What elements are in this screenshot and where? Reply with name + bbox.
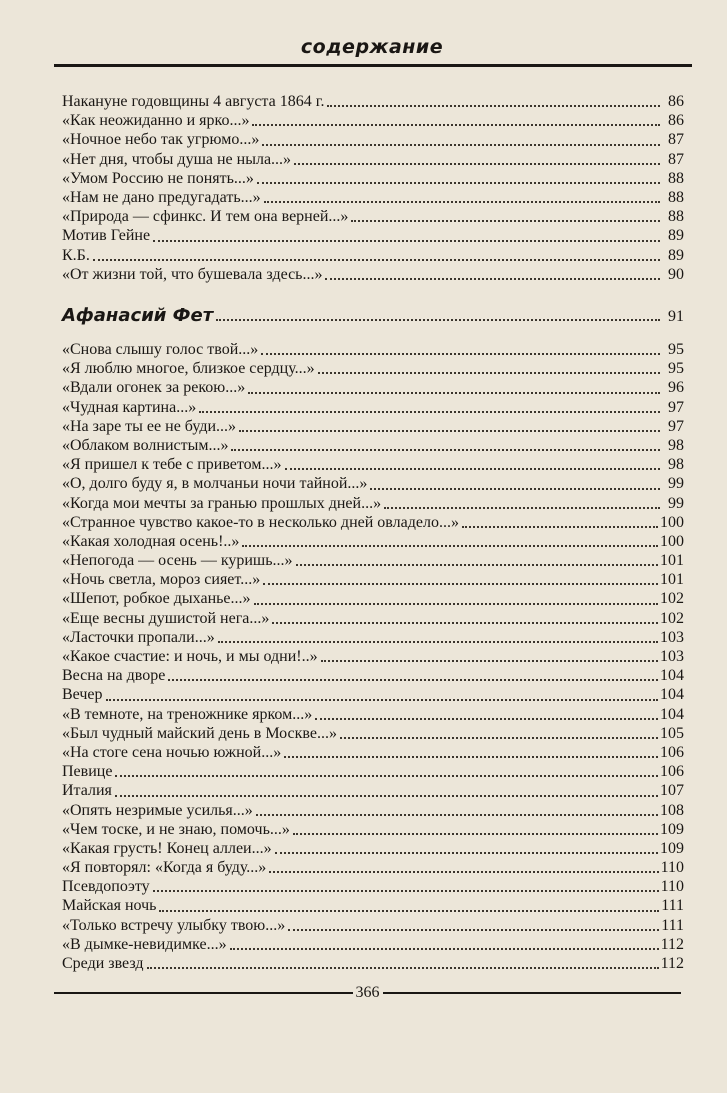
toc-entry-page: 111 <box>661 916 684 934</box>
dot-leader <box>159 910 659 912</box>
toc-entry-title: «Вдали огонек за рекою...» <box>62 379 246 397</box>
toc-entry-title: Накануне годовщины 4 августа 1864 г. <box>62 93 325 110</box>
toc-entry-page: 99 <box>668 475 684 493</box>
section-heading-fet <box>62 305 684 326</box>
toc-entry <box>62 551 684 570</box>
toc-entry-page: 90 <box>668 265 684 283</box>
toc-entry-page: 102 <box>660 609 684 627</box>
section-page-number: 91 <box>668 308 684 325</box>
toc-entry <box>62 724 684 743</box>
dot-leader <box>256 814 658 816</box>
toc-entry-page: 97 <box>668 398 684 416</box>
toc-entry-page: 100 <box>660 532 684 550</box>
toc-entry-title: «Ласточки пропали...» <box>62 628 215 646</box>
toc-entry <box>62 436 684 455</box>
dot-leader <box>263 583 658 585</box>
toc-entry-title: «Непогода — осень — куришь...» <box>62 552 293 570</box>
dot-leader <box>115 795 658 797</box>
toc-entry <box>62 455 684 474</box>
toc-entry <box>62 916 684 935</box>
toc-entry-page: 102 <box>660 590 684 608</box>
toc-entry-page: 97 <box>668 417 684 435</box>
toc-entry <box>62 647 684 666</box>
toc-entry-page: 100 <box>660 513 684 531</box>
toc-entry-title: «В темноте, на треножнике ярком...» <box>62 705 313 723</box>
toc-entry <box>62 705 684 724</box>
dot-leader <box>264 201 660 203</box>
toc-entry <box>62 954 684 973</box>
toc-entry-title: «На заре ты ее не буди...» <box>62 417 237 435</box>
toc-entry-title: Вечер <box>62 686 103 704</box>
toc-entry-title: «Ночь светла, мороз сияет...» <box>62 571 261 589</box>
toc-entry-title: «О, долго буду я, в молчаньи ночи тайной...» <box>62 475 368 493</box>
toc-entry-page: 111 <box>661 897 684 915</box>
toc-entry-page: 98 <box>668 436 684 454</box>
toc-entry-page: 87 <box>668 131 684 149</box>
toc-entry <box>62 858 684 877</box>
toc-entry <box>62 781 684 800</box>
toc-entry <box>62 340 684 359</box>
dot-leader <box>231 449 660 451</box>
dot-leader <box>269 871 658 873</box>
toc-entry-title: К.Б. <box>62 246 90 264</box>
dot-leader <box>370 488 660 490</box>
toc-list-tyutchev <box>62 92 684 284</box>
footer-rule-left <box>54 992 353 994</box>
dot-leader <box>257 182 660 184</box>
toc-entry-title: «Я повторял: «Когда я буду...» <box>62 859 267 877</box>
toc-entry-title: «Умом Россию не понять...» <box>62 169 254 187</box>
toc-entry <box>62 111 684 130</box>
dot-leader <box>325 278 660 280</box>
toc-entry-title: «Шепот, робкое дыханье...» <box>62 590 251 608</box>
dot-leader <box>293 833 658 835</box>
dot-leader <box>153 240 660 242</box>
toc-entry <box>62 896 684 915</box>
toc-entry <box>62 877 684 896</box>
toc-entry-title: «На стоге сена ночью южной...» <box>62 743 282 761</box>
toc-entry <box>62 169 684 188</box>
dot-leader <box>239 430 660 432</box>
toc-entry <box>62 589 684 608</box>
toc-entry-title: «Был чудный майский день в Москве...» <box>62 724 337 742</box>
toc-entry <box>62 150 684 169</box>
toc-entry-page: 86 <box>668 93 684 110</box>
toc-entry <box>62 226 684 245</box>
toc-entry-title: «Какая холодная осень!..» <box>62 532 240 550</box>
toc-entry-title: Среди звезд <box>62 955 144 972</box>
dot-leader <box>252 124 660 126</box>
toc-entry-title: «Как неожиданно и ярко...» <box>62 112 250 130</box>
dot-leader <box>275 852 658 854</box>
toc-entry-title: «Я люблю многое, близкое сердцу...» <box>62 360 315 378</box>
toc-entry-title: Певице <box>62 763 113 781</box>
toc-entry-title: «Снова слышу голос твой...» <box>62 341 259 358</box>
dot-leader <box>284 756 658 758</box>
toc-entry <box>62 685 684 704</box>
toc-entry-page: 110 <box>660 859 684 877</box>
dot-leader <box>248 392 660 394</box>
toc-entry <box>62 570 684 589</box>
toc-entry-page: 104 <box>660 667 684 685</box>
toc-entry <box>62 398 684 417</box>
dot-leader <box>318 372 660 374</box>
footer-rule-right <box>383 992 682 994</box>
toc-entry-page: 109 <box>660 839 684 857</box>
dot-leader <box>261 353 660 355</box>
toc-entry-page: 96 <box>668 379 684 397</box>
toc-entry-page: 95 <box>668 360 684 378</box>
toc-entry-page: 106 <box>660 763 684 781</box>
toc-entry <box>62 378 684 397</box>
toc-entry-page: 104 <box>660 705 684 723</box>
toc-entry-title: «Чем тоске, и не знаю, помочь...» <box>62 820 290 838</box>
toc-entry-title: Весна на дворе <box>62 667 166 685</box>
toc-entry <box>62 359 684 378</box>
dot-leader <box>242 545 658 547</box>
toc-entry-title: Мотив Гейне <box>62 227 151 245</box>
toc-entry-title: «Какое счастие: и ночь, и мы одни!..» <box>62 648 318 665</box>
toc-entry-page: 86 <box>668 112 684 130</box>
dot-leader <box>294 163 660 165</box>
dot-leader <box>288 929 659 931</box>
toc-entry <box>62 839 684 858</box>
toc-entry-page: 89 <box>668 246 684 264</box>
toc-entry-title: «Нам не дано предугадать...» <box>62 188 261 206</box>
page-number: 366 <box>355 984 380 1001</box>
toc-entry-title: «Еще весны душистой нега...» <box>62 609 270 627</box>
toc-entry-title: «Ночное небо так угрюмо...» <box>62 131 260 149</box>
toc-entry <box>62 935 684 954</box>
toc-entry-title: «Опять незримые усилья...» <box>62 801 253 819</box>
dot-leader <box>115 775 658 777</box>
toc-entry <box>62 628 684 647</box>
dot-leader <box>153 890 659 892</box>
toc-entry <box>62 666 684 685</box>
toc-entry-page: 95 <box>668 341 684 358</box>
section-title: Афанасий Фет <box>62 305 214 326</box>
toc-entry-title: «Чудная картина...» <box>62 398 197 416</box>
page-footer <box>54 984 681 1002</box>
toc-entry-page: 105 <box>660 724 684 742</box>
toc-entry-page: 104 <box>660 686 684 704</box>
dot-leader <box>230 948 659 950</box>
toc-entry-page: 87 <box>668 150 684 168</box>
toc-entry <box>62 743 684 762</box>
toc-entry <box>62 532 684 551</box>
toc-entry-page: 89 <box>668 227 684 245</box>
toc-list-fet <box>62 340 684 973</box>
toc-entry <box>62 494 684 513</box>
toc-entry-page: 101 <box>660 571 684 589</box>
running-header: содержание <box>300 36 444 58</box>
dot-leader <box>351 220 660 222</box>
toc-entry-page: 107 <box>660 782 684 800</box>
toc-entry-page: 109 <box>660 820 684 838</box>
toc-entry <box>62 609 684 628</box>
toc-entry <box>62 265 684 284</box>
toc-entry-title: «Облаком волнистым...» <box>62 436 229 454</box>
toc-entry-page: 103 <box>660 648 684 665</box>
dot-leader <box>106 699 658 701</box>
toc-entry-page: 88 <box>668 188 684 206</box>
dot-leader <box>327 105 660 107</box>
toc-entry <box>62 820 684 839</box>
toc-entry <box>62 130 684 149</box>
dot-leader <box>93 259 660 261</box>
toc-entry <box>62 92 684 111</box>
toc-entry-title: «Когда мои мечты за гранью прошлых дней...» <box>62 494 382 512</box>
dot-leader <box>199 411 660 413</box>
toc-entry-title: Псевдопоэту <box>62 878 150 896</box>
dot-leader <box>285 468 661 470</box>
dot-leader <box>168 679 658 681</box>
toc-entry-title: Италия <box>62 782 112 800</box>
toc-entry-title: «Какая грусть! Конец аллеи...» <box>62 839 272 857</box>
header-rule <box>54 64 692 67</box>
toc-entry-page: 103 <box>660 628 684 646</box>
toc-entry-title: «Только встречу улыбку твою...» <box>62 916 286 934</box>
toc-entry-page: 112 <box>660 955 684 972</box>
toc-entry-title: «От жизни той, что бушевала здесь...» <box>62 265 323 283</box>
toc-entry-title: «Странное чувство какое-то в несколько дней овладело...» <box>62 513 459 531</box>
toc-entry-title: «В дымке-невидимке...» <box>62 935 227 953</box>
toc-entry-title: «Я пришел к тебе с приветом...» <box>62 456 282 474</box>
toc-entry <box>62 417 684 436</box>
toc-entry-page: 110 <box>660 878 684 896</box>
dot-leader <box>147 967 659 969</box>
toc-entry-page: 106 <box>660 743 684 761</box>
toc-entry-page: 98 <box>668 456 684 474</box>
toc-entry-page: 108 <box>660 801 684 819</box>
dot-leader <box>315 718 658 720</box>
dot-leader <box>254 603 658 605</box>
toc-entry <box>62 801 684 820</box>
toc-entry-page: 99 <box>668 494 684 512</box>
toc-entry <box>62 474 684 493</box>
toc-entry-page: 101 <box>660 552 684 570</box>
dot-leader <box>340 737 658 739</box>
toc-entry <box>62 762 684 781</box>
toc-entry-page: 88 <box>668 208 684 226</box>
dot-leader <box>272 622 658 624</box>
toc-entry-page: 112 <box>660 935 684 953</box>
dot-leader <box>462 526 658 528</box>
toc-entry <box>62 246 684 265</box>
dot-leader <box>216 319 660 321</box>
dot-leader <box>262 144 660 146</box>
toc-entry-title: «Природа — сфинкс. И тем она верней...» <box>62 208 349 226</box>
toc-entry-page: 88 <box>668 169 684 187</box>
dot-leader <box>321 660 658 662</box>
toc-entry-title: «Нет дня, чтобы душа не ныла...» <box>62 150 292 168</box>
dot-leader <box>384 507 660 509</box>
toc-entry-title: Майская ночь <box>62 897 157 915</box>
toc-entry <box>62 207 684 226</box>
toc-entry <box>62 513 684 532</box>
toc-entry <box>62 188 684 207</box>
dot-leader <box>218 641 658 643</box>
dot-leader <box>296 564 658 566</box>
